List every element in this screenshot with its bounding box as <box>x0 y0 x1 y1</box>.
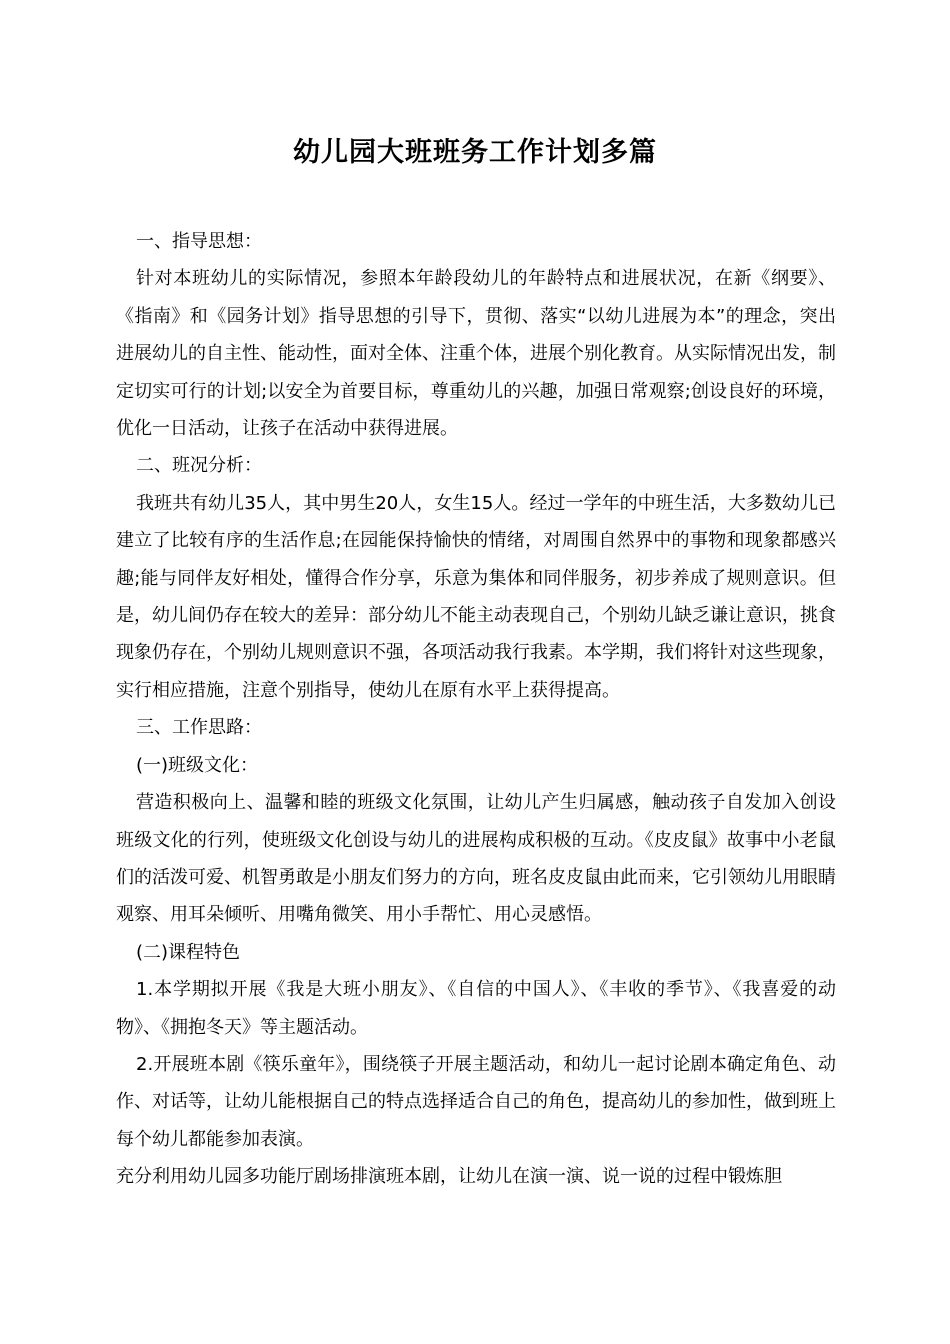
paragraph-guiding-ideology: 针对本班幼儿的实际情况，参照本年龄段幼儿的年龄特点和进展状况，在新《纲要》、《指南》和《园务计划》指导思想的引导下，贯彻、落实“以幼儿进展为本”的理念，突出进展幼儿的自主性、能动性，面对全体、注重个体，进展个别化教育。从实际情况出发，制定切实可行的计划;以安全为首要目标，尊重幼儿的兴趣，加强日常观察;创设良好的环境，优化一日活动，让孩子在活动中获得进展。 <box>116 268 836 440</box>
paragraph-class-analysis: 我班共有幼儿35人，其中男生20人，女生15人。经过一学年的中班生活，大多数幼儿已建立了比较有序的生活作息;在园能保持愉快的情绪，对周围自然界中的事物和现象都感兴趣;能与同伴友好相处，懂得合作分享，乐意为集体和同伴服务，初步养成了规则意识。但是，幼儿间仍存在较大的差异：部分幼儿不能主动表现自己，个别幼儿缺乏谦让意识，挑食现象仍存在，个别幼儿规则意识不强，各项活动我行我素。本学期，我们将针对这些现象，实行相应措施，注意个别指导，使幼儿在原有水平上获得提高。 <box>116 492 836 701</box>
document-body <box>116 223 836 1196</box>
section-heading-guiding-ideology: 一、指导思想： <box>136 231 262 252</box>
subheading-curriculum-features: (二)课程特色 <box>136 941 241 963</box>
paragraph-class-culture: 营造积极向上、温馨和睦的班级文化氛围，让幼儿产生归属感，触动孩子自发加入创设班级文化的行列，使班级文化创设与幼儿的进展构成积极的互动。《皮皮鼠》故事中小老鼠们的活泼可爱、机智勇敢是小朋友们努力的方向，班名皮皮鼠由此而来，它引领幼儿用眼睛观察、用耳朵倾听、用嘴角微笑、用小手帮忙、用心灵感悟。 <box>116 792 836 926</box>
section-heading-class-analysis: 二、班况分析： <box>136 455 262 477</box>
list-item-curriculum-1: 1.本学期拟开展《我是大班小朋友》、《自信的中国人》、《丰收的季节》、《我喜爱的动物》、《拥抱冬天》等主题活动。 <box>116 979 836 1038</box>
subheading-class-culture: (一)班级文化： <box>136 754 259 776</box>
paragraph-continuation: 充分利用幼儿园多功能厅剧场排演班本剧，让幼儿在演一演、说一说的过程中锻炼胆 <box>116 1166 782 1188</box>
document-title: 幼儿园大班班务工作计划多篇 <box>293 137 657 168</box>
section-heading-work-ideas: 三、工作思路： <box>136 717 262 739</box>
list-item-curriculum-2: 2.开展班本剧《筷乐童年》，围绕筷子开展主题活动，和幼儿一起讨论剧本确定角色、动作、对话等，让幼儿能根据自己的特点选择适合自己的角色，提高幼儿的参加性，做到班上每个幼儿都能参加表演。 <box>116 1053 836 1150</box>
